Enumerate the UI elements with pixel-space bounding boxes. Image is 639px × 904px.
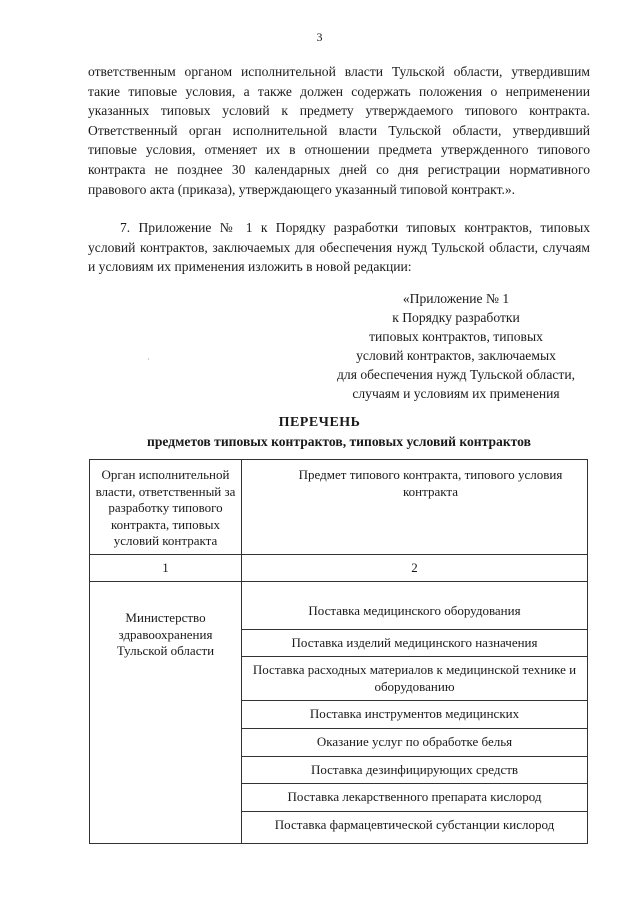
subjects-table bbox=[89, 459, 588, 844]
header-col2: Предмет типового контракта, типового условия контракта bbox=[242, 460, 588, 555]
appendix-line: типовых контрактов, типовых bbox=[369, 329, 543, 344]
list-item: Поставка расходных материалов к медицинской технике и оборудованию bbox=[242, 657, 587, 701]
organization-cell: Министерство здравоохранения Тульской области bbox=[90, 581, 242, 843]
appendix-line: для обеспечения нужд Тульской области, bbox=[337, 367, 575, 382]
table-row bbox=[90, 581, 588, 843]
scan-speck: · bbox=[147, 355, 150, 364]
list-subtitle: предметов типовых контрактов, типовых условий контрактов bbox=[147, 434, 531, 449]
items-cell bbox=[242, 581, 588, 843]
list-item: Оказание услуг по обработке белья bbox=[242, 729, 587, 757]
list-item: Поставка фармацевтической субстанции кислород bbox=[274, 816, 555, 832]
table-number-row bbox=[90, 554, 588, 581]
list-title: ПЕРЕЧЕНЬ bbox=[278, 415, 361, 430]
appendix-line: к Порядку разработки bbox=[392, 310, 520, 325]
appendix-heading bbox=[300, 289, 612, 403]
paragraph-1: ответственным органом исполнительной власти Тульской области, утвердившим такие типовые условия, а также должен содержать положения о неприменении указанных типовых условий к предмету утверждаемого типового контракта. Ответственный орган исполнительной власти Тульской области, утвердивший типовые условия, отменяет их в отношении предмета утвержденного типового контракта не позднее 30 календарных дней со дня регистрации нормативного правового акта (приказа), утверждающего указанный типовой контракт.». bbox=[88, 64, 590, 197]
appendix-line: условий контрактов, заключаемых bbox=[356, 348, 556, 363]
table-header-row bbox=[90, 460, 588, 555]
list-item: Поставка инструментов медицинских bbox=[242, 701, 587, 729]
col1-number: 1 bbox=[90, 554, 242, 581]
appendix-line: случаям и условиям их применения bbox=[352, 386, 560, 401]
col2-number: 2 bbox=[242, 554, 588, 581]
list-item: Поставка медицинского оборудования bbox=[242, 582, 587, 630]
page-number: 3 bbox=[316, 30, 323, 44]
list-item: Поставка дезинфицирующих средств bbox=[242, 757, 587, 785]
paragraph-2: 7. Приложение № 1 к Порядку разработки типовых контрактов, типовых условий контрактов, заключаемых для обеспечения нужд Тульской области, случаям и условиям их применения изложить в новой редакции: bbox=[88, 220, 590, 275]
appendix-line: «Приложение № 1 bbox=[402, 291, 510, 306]
header-col1: Орган исполнительной власти, ответственный за разработку типового контракта, типовых условий контракта bbox=[90, 460, 242, 555]
list-item: Поставка лекарственного препарата кислород bbox=[242, 784, 587, 812]
list-item: Поставка изделий медицинского назначения bbox=[242, 630, 587, 658]
